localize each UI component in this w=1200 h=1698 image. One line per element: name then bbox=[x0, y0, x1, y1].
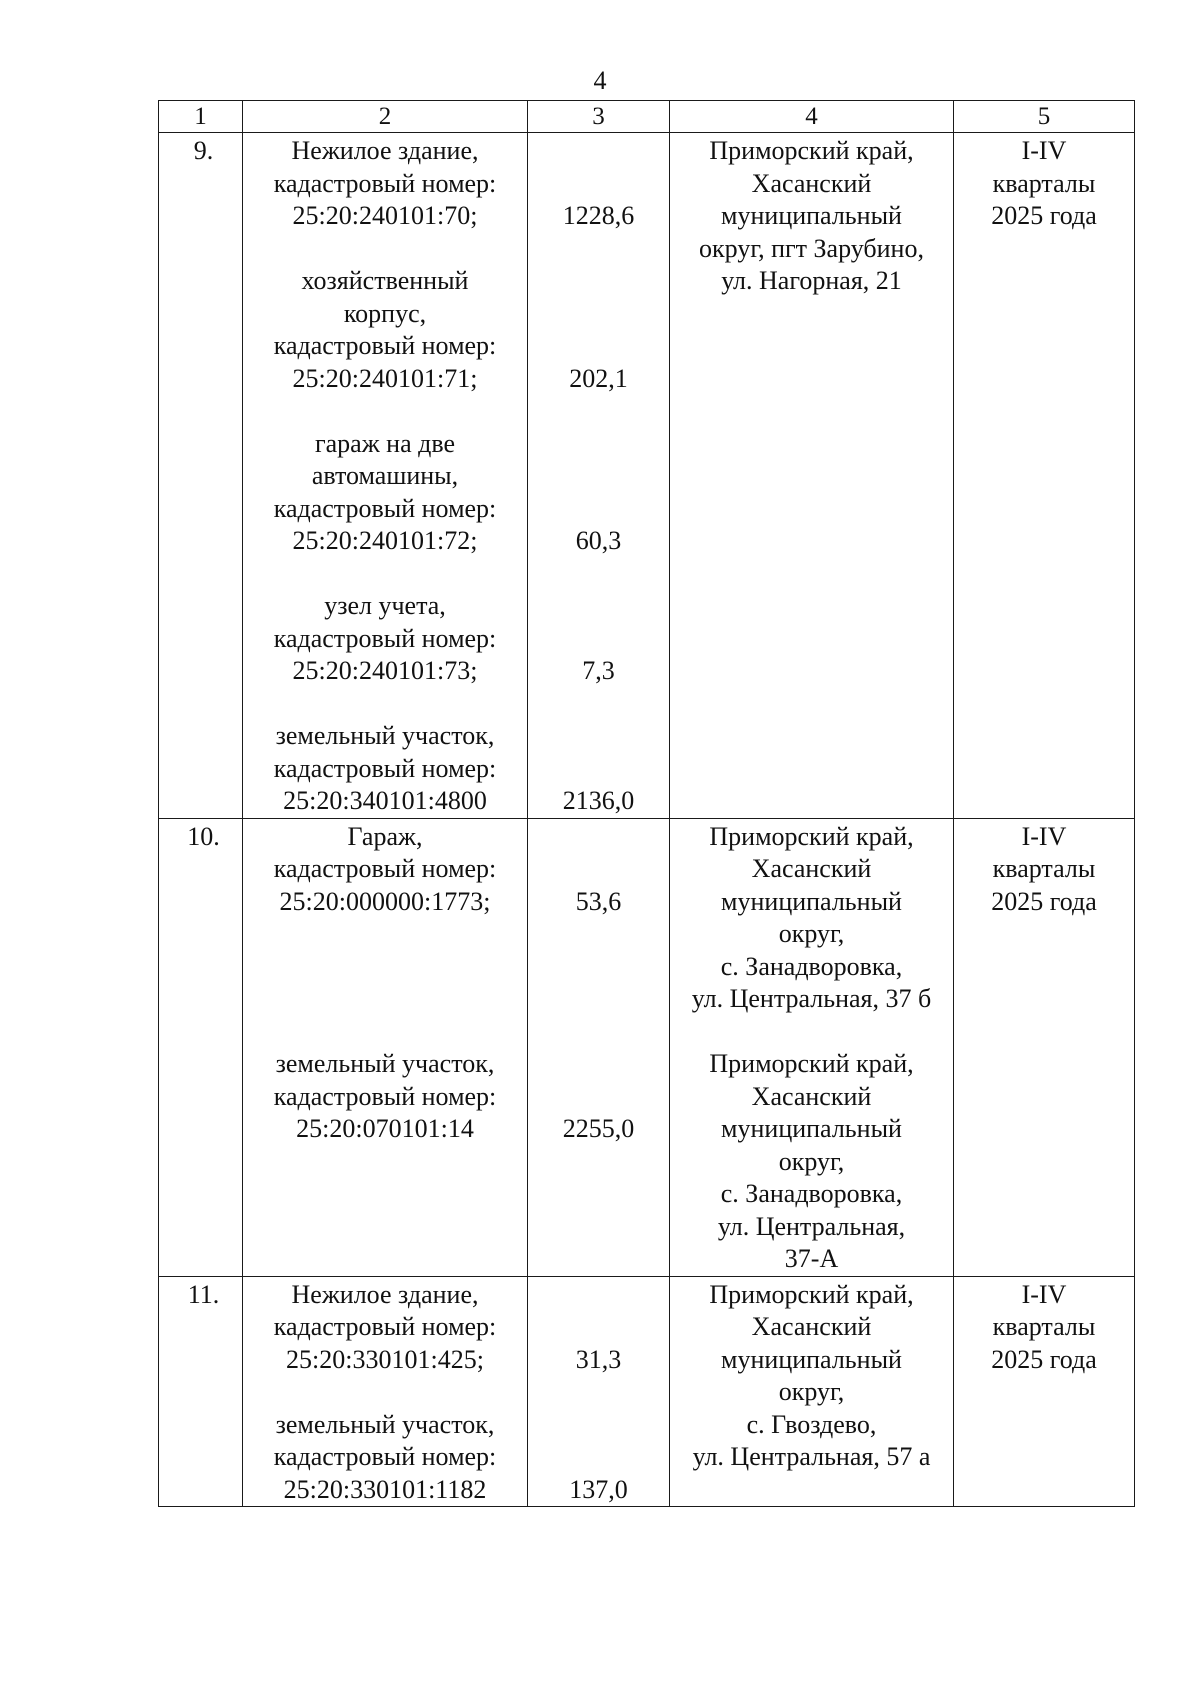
address-text: 37-А bbox=[784, 1244, 839, 1273]
address-text: Приморский край, bbox=[709, 136, 914, 165]
address-text: Хасанский bbox=[751, 854, 872, 883]
object-text: 25:20:240101:70; bbox=[292, 201, 478, 230]
area-value: 202,1 bbox=[569, 363, 628, 393]
address-text: округ, bbox=[778, 1146, 845, 1176]
column-header-1: 1 bbox=[159, 101, 243, 133]
address-text: с. Гвоздево, bbox=[746, 1409, 877, 1439]
period-cell bbox=[954, 133, 1135, 819]
object-text: кадастровый номер: bbox=[273, 623, 497, 653]
address-cell bbox=[670, 133, 954, 819]
address-text: муниципальный bbox=[721, 1114, 902, 1143]
area-value: 2255,0 bbox=[562, 1114, 635, 1143]
address-text: округ, пгт Зарубино, bbox=[699, 233, 924, 263]
object-text: 25:20:000000:1773; bbox=[279, 886, 491, 916]
address-text: ул. Нагорная, 21 bbox=[721, 266, 902, 295]
period-text: I-IV bbox=[1021, 136, 1067, 165]
object-text: 25:20:240101:73; bbox=[292, 656, 478, 685]
object-text: корпус, bbox=[343, 298, 427, 328]
column-header-2: 2 bbox=[243, 101, 528, 133]
period-cell bbox=[954, 1276, 1135, 1507]
object-text: земельный участок, bbox=[275, 1049, 495, 1078]
object-text: Нежилое здание, bbox=[291, 1279, 479, 1309]
object-text: 25:20:330101:1182 bbox=[283, 1474, 487, 1504]
address-text: Хасанский bbox=[751, 1312, 872, 1341]
object-text: кадастровый номер: bbox=[273, 331, 497, 360]
address-text: муниципальный bbox=[721, 201, 902, 230]
object-text: кадастровый номер: bbox=[273, 1312, 497, 1341]
row-number-cell bbox=[159, 133, 243, 819]
period-text: I-IV bbox=[1021, 821, 1067, 851]
object-text: 25:20:240101:72; bbox=[292, 526, 478, 555]
period-text: кварталы bbox=[992, 1312, 1096, 1341]
column-header-4: 4 bbox=[670, 101, 954, 133]
row-number: 9. bbox=[193, 136, 214, 165]
period-text: кварталы bbox=[992, 854, 1096, 883]
object-cell bbox=[243, 818, 528, 1276]
address-cell bbox=[670, 1276, 954, 1507]
period-cell bbox=[954, 818, 1135, 1276]
area-cell bbox=[528, 133, 670, 819]
object-text: кадастровый номер: bbox=[273, 168, 497, 198]
object-cell bbox=[243, 133, 528, 819]
property-table bbox=[158, 100, 1135, 1507]
address-text: Приморский край, bbox=[709, 1279, 914, 1309]
object-text: кадастровый номер: bbox=[273, 854, 497, 883]
area-cell bbox=[528, 818, 670, 1276]
object-text: Нежилое здание, bbox=[291, 136, 479, 165]
object-text: кадастровый номер: bbox=[273, 493, 497, 523]
page-number: 4 bbox=[593, 66, 607, 95]
address-text: муниципальный bbox=[721, 1344, 902, 1374]
address-text: ул. Центральная, 57 а bbox=[692, 1442, 931, 1471]
row-number-cell bbox=[159, 1276, 243, 1507]
area-value: 7,3 bbox=[582, 656, 615, 685]
address-text: с. Занадворовка, bbox=[720, 951, 903, 981]
object-text: земельный участок, bbox=[275, 1409, 495, 1439]
object-text: гараж на две bbox=[314, 428, 456, 458]
object-text: автомашины, bbox=[311, 461, 459, 490]
object-cell bbox=[243, 1276, 528, 1507]
table-row bbox=[159, 1276, 1135, 1507]
address-cell bbox=[670, 818, 954, 1276]
table-row bbox=[159, 133, 1135, 819]
object-text: кадастровый номер: bbox=[273, 1442, 497, 1471]
address-text: ул. Центральная, 37 б bbox=[691, 984, 932, 1013]
address-text: Приморский край, bbox=[709, 1049, 914, 1078]
address-text: с. Занадворовка, bbox=[720, 1179, 903, 1208]
object-text: земельный участок, bbox=[275, 721, 495, 750]
address-text: округ, bbox=[778, 1377, 845, 1406]
area-value: 60,3 bbox=[575, 526, 622, 555]
object-text: Гараж, bbox=[347, 821, 423, 851]
area-value: 2136,0 bbox=[562, 786, 635, 815]
area-value: 137,0 bbox=[569, 1474, 628, 1504]
row-number-cell bbox=[159, 818, 243, 1276]
object-text: кадастровый номер: bbox=[273, 1081, 497, 1111]
area-value: 31,3 bbox=[575, 1344, 622, 1374]
column-header-5: 5 bbox=[954, 101, 1135, 133]
address-text: ул. Центральная, bbox=[717, 1211, 906, 1241]
period-text: I-IV bbox=[1021, 1279, 1067, 1309]
object-text: 25:20:070101:14 bbox=[296, 1114, 474, 1143]
row-number: 10. bbox=[187, 821, 220, 851]
period-text: 2025 года bbox=[991, 1344, 1097, 1374]
row-number: 11. bbox=[187, 1279, 220, 1309]
address-text: округ, bbox=[778, 919, 845, 948]
area-value: 53,6 bbox=[575, 886, 622, 916]
period-text: кварталы bbox=[992, 168, 1096, 198]
object-text: 25:20:330101:425; bbox=[286, 1344, 484, 1374]
address-text: муниципальный bbox=[721, 886, 902, 916]
object-text: 25:20:340101:4800 bbox=[283, 786, 487, 815]
address-text: Приморский край, bbox=[709, 821, 914, 851]
table-row bbox=[159, 818, 1135, 1276]
object-text: кадастровый номер: bbox=[273, 753, 497, 783]
period-text: 2025 года bbox=[991, 201, 1097, 230]
address-text: Хасанский bbox=[751, 1081, 872, 1111]
table-header-row bbox=[159, 101, 1135, 133]
object-text: хозяйственный bbox=[301, 266, 469, 295]
address-text: Хасанский bbox=[751, 168, 872, 198]
area-cell bbox=[528, 1276, 670, 1507]
object-text: узел учета, bbox=[324, 591, 446, 620]
period-text: 2025 года bbox=[991, 886, 1097, 916]
object-text: 25:20:240101:71; bbox=[292, 363, 478, 393]
area-value: 1228,6 bbox=[562, 201, 635, 230]
column-header-3: 3 bbox=[528, 101, 670, 133]
